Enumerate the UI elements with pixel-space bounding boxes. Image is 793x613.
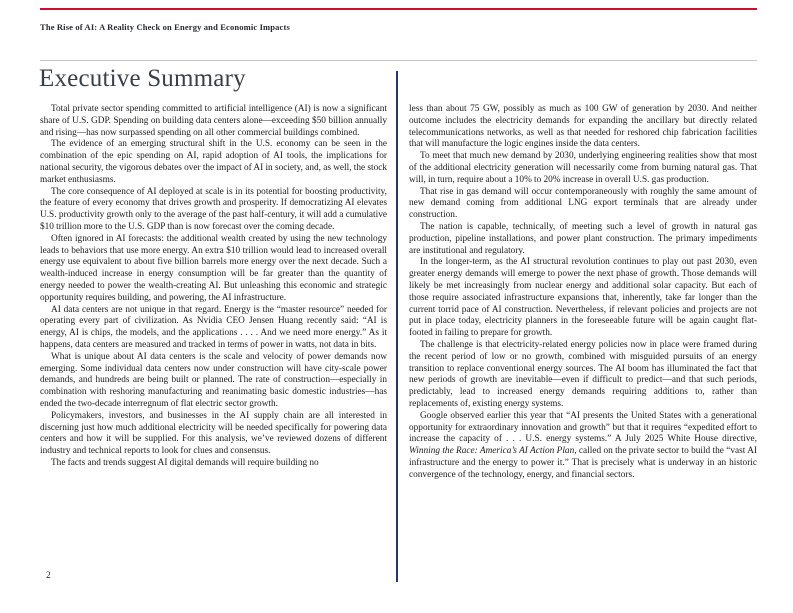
column-divider: [396, 71, 398, 582]
closing-text-post: , called on the private sector to build the “vast AI infrastructure and the energy to power it.” That is precisely what is underway in an historic convergence of the technology, energy, and financial sectors.: [409, 446, 757, 480]
page-number: 2: [46, 571, 51, 581]
paragraph-continuation: less than about 75 GW, possibly as much as 100 GW of generation by 2030. And neither outcome includes the electricity demands for expanding the ancillary but directly related telecommunications networks, as well as that needed for reshored chip fabrication facilities that will manufacture the logic engines inside the data centers.: [409, 104, 757, 150]
top-accent-rule: [40, 8, 757, 10]
paragraph: The core consequence of AI deployed at scale is in its potential for boosting productivity, the feature of every economy that drives growth and prosperity. If democratizing AI elevates U.S. productivity growth only to the average of the past half-century, it will add a cumulative $10 trillion more to the U.S. GDP than is now forecast over the coming decade.: [40, 186, 387, 232]
paragraph: What is unique about AI data centers is the scale and velocity of power demands now emerging. Some individual data centers now under construction will have city-scale power demands, and hundreds are being built or planned. The rate of construction—especially in combination with reshoring manufacturing and reanimating basic domestic industries—has ended the two-decade interregnum of flat electric sector growth.: [40, 351, 387, 409]
right-column: [409, 104, 757, 482]
closing-text-pre: Google observed earlier this year that “AI presents the United States with a generational opportunity for extraordinary innovation and growth” but that it requires “expedited effort to increase the capacity of . . . U.S. energy systems.” A July 2025 White House directive,: [409, 410, 757, 445]
cited-document-title: Winning the Race: America’s AI Action Plan: [409, 446, 575, 457]
title-divider-rule: [40, 60, 757, 61]
paragraph: Policymakers, investors, and businesses in the AI supply chain are all interested in discerning just how much additional electricity will be needed specifically for powering data centers and how it will be supplied. For this analysis, we’ve reviewed dozens of different industry and technical reports to look for clues and consensus.: [40, 410, 387, 457]
paragraph: The evidence of an emerging structural shift in the U.S. economy can be seen in the combination of the epic spending on AI, rapid adoption of AI tools, the implications for national security, the vigorous debates over the impact of AI in society, and, as well, the stock market enthusiasms.: [40, 139, 387, 185]
paragraph: The nation is capable, technically, of meeting such a level of growth in natural gas production, pipeline installations, and power plant construction. The primary impediments are institutional and regulatory.: [409, 221, 757, 256]
paragraph: To meet that much new demand by 2030, underlying engineering realities show that most of the additional electricity generation will necessarily come from burning natural gas. That will, in turn, require about a 10% to 20% increase in overall U.S. gas production.: [409, 151, 757, 185]
paragraph: Total private sector spending committed to artificial intelligence (AI) is now a significant share of U.S. GDP. Spending on building data centers alone—exceeding $50 billion annually and rising—has now surpassed spending on all other commercial buildings combined.: [40, 104, 387, 138]
paragraph: The facts and trends suggest AI digital demands will require building no: [51, 457, 319, 468]
left-column: [40, 104, 387, 470]
running-header: The Rise of AI: A Reality Check on Energy and Economic Impacts: [40, 22, 290, 32]
page-title: Executive Summary: [39, 65, 246, 92]
closing-paragraph: [409, 411, 757, 482]
paragraph: AI data centers are not unique in that regard. Energy is the “master resource” needed for operating every part of civilization. As Nvidia CEO Jensen Huang recently said: “AI is energy, AI is chips, the models, and the applications . . . . And we need more energy.” As it happens, data centers are measured and tracked in terms of power in watts, not data in bits.: [40, 304, 387, 350]
paragraph: The challenge is that electricity-related energy policies now in place were framed during the recent period of low or no growth, combined with misguided pursuits of an energy transition to replace conventional energy sources. The AI boom has illuminated the fact that new periods of growth are inevitable—even if difficult to predict—and that such periods, predictably, lead to increased energy demands requiring additions to, rather than replacements of, existing energy systems.: [409, 339, 757, 409]
paragraph: In the longer-term, as the AI structural revolution continues to play out past 2030, even greater energy demands will emerge to power the next phase of growth. Those demands will likely be met increasingly from nuclear energy and additional solar capacity. But each of those require associated infrastructure expansions that, inherently, take far longer than the current torrid pace of AI construction. Nevertheless, if relevant policies and projects are not put in place today, electricity planners in the foreseeable future will be again caught flat-footed in failing to prepare for growth.: [409, 257, 757, 339]
paragraph: That rise in gas demand will occur contemporaneously with roughly the same amount of new demand coming from additional LNG export terminals that are already under construction.: [409, 186, 757, 221]
paragraph: Often ignored in AI forecasts: the additional wealth created by using the new technology leads to behaviors that use more energy. An extra $10 trillion would lead to increased overall energy use equivalent to about five billion barrels more energy over the next decade. Such a wealth-induced increase in energy consumption will be far greater than the quantity of energy needed to power the wealth-creating AI. But unleashing this economic and strategic opportunity requires building, and powering, the AI infrastructure.: [40, 233, 387, 303]
